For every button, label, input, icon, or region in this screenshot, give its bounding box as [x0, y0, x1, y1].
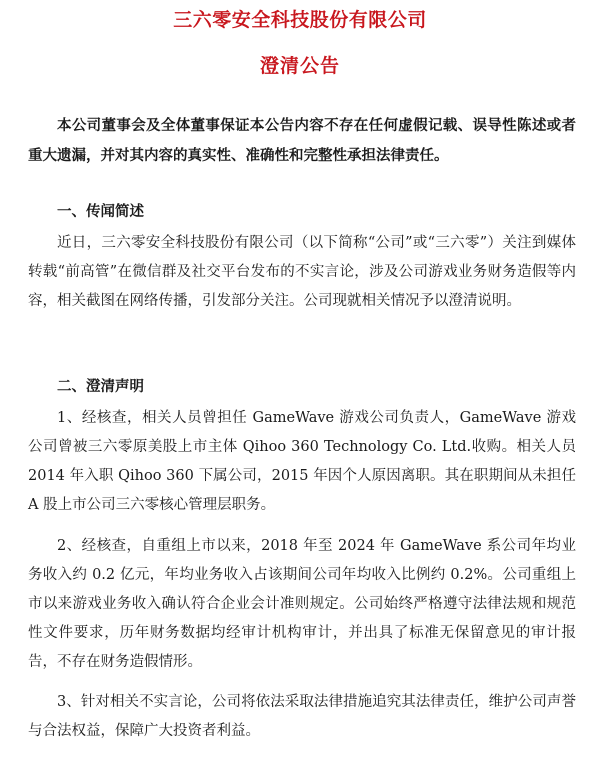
clarification-paragraph-1: 1、经核查，相关人员曾担任 GameWave 游戏公司负责人，GameWave 游戏公司曾被三六零原美股上市主体 Qihoo 360 Technology Co. Ltd.收购。相关人员 2014 年入职 Qihoo 360 下属公司，2015 年因个人原因离职。其在职期间从未担任 A 股上市公司三六零核心管理层职务。 — [28, 410, 576, 513]
clarification-paragraph-2: 2、经核查，自重组上市以来，2018 年至 2024 年 GameWave 系公司年均业务收入约 0.2 亿元，年均业务收入占该期间公司年均收入比例约 0.2%。公司重组上市以来游戏业务收入确认符合企业会计准则规定。公司始终严格遵守法律法规和规范性文件要求，历年财务数据均经审计机构审计，并出具了标准无保留意见的审计报告，不存在财务造假情形。 — [28, 538, 576, 670]
clarification-paragraph-3: 3、针对相关不实言论，公司将依法采取法律措施追究其法律责任，维护公司声誉与合法权益，保障广大投资者利益。 — [28, 694, 576, 739]
disclaimer-statement: 本公司董事会及全体董事保证本公告内容不存在任何虚假记载、误导性陈述或者重大遗漏，并对其内容的真实性、准确性和完整性承担法律责任。 — [28, 118, 576, 164]
section-heading-clarification: 二、澄清声明 — [57, 379, 144, 395]
company-name: 三六零安全科技股份有限公司 — [173, 9, 427, 31]
rumor-summary-paragraph: 近日，三六零安全科技股份有限公司（以下简称“公司”或“三六零”）关注到媒体转载“前高管”在微信群及社交平台发布的不实言论，涉及公司游戏业务财务造假等内容，相关截图在网络传播，引发部分关注。公司现就相关情况予以澄清说明。 — [28, 235, 576, 309]
document-title: 澄清公告 — [259, 55, 340, 77]
section-heading-rumor-summary: 一、传闻简述 — [57, 204, 144, 220]
